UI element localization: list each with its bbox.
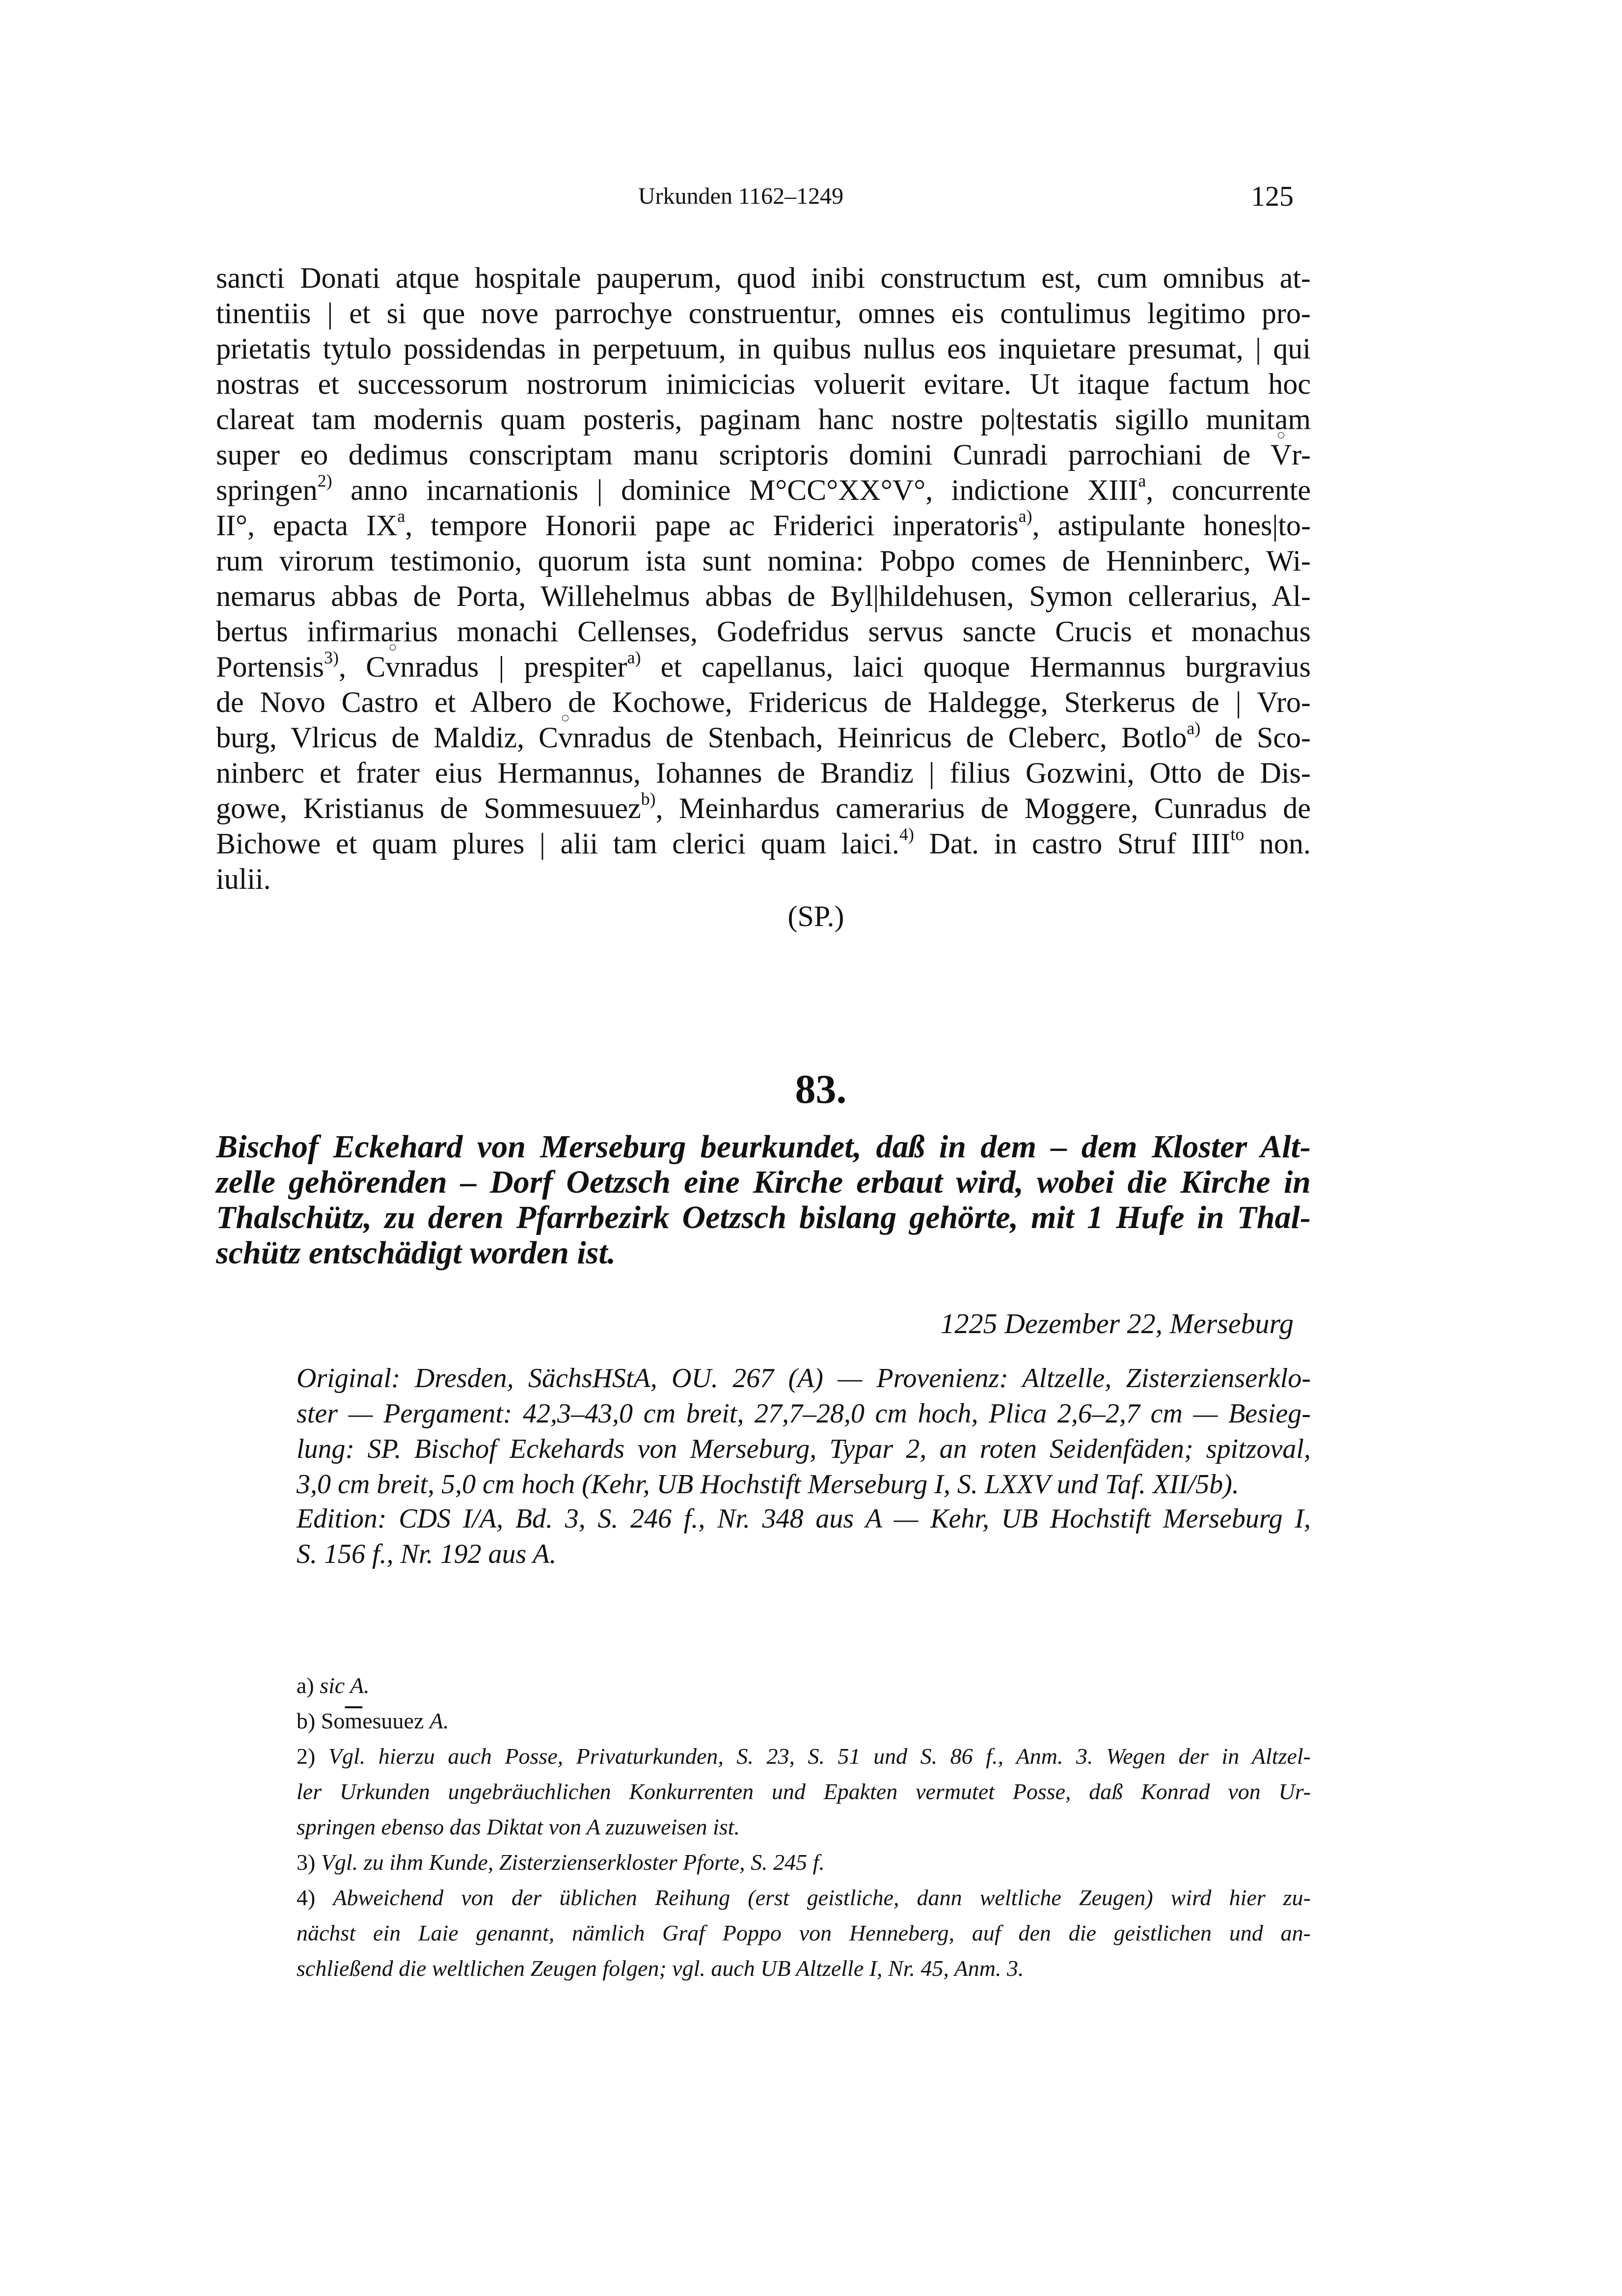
text-line [216, 791, 1311, 826]
running-head: Urkunden 1162–1249 [638, 183, 844, 209]
footnote-4 [297, 1884, 1311, 1919]
footnote-text: Abweichend von der üblichen Reihung (erst geistliche, dann weltliche Zeugen) wird hier zu- [333, 1885, 1311, 1910]
text-run: super eo dedimus conscriptam manu scriptoris domini Cunradi parrochiani de [216, 438, 1271, 471]
source-line: 3,0 cm breit, 5,0 cm hoch (Kehr, UB Hochstift Merseburg I, S. LXXV und Taf. XII/5b). [297, 1469, 1239, 1500]
text-run: , astipulante hones|to- [1032, 509, 1311, 542]
regest-line: Bischof Eckehard von Merseburg beurkundet, daß in dem – dem Kloster Alt- [216, 1129, 1311, 1165]
source-line: lung: SP. Bischof Eckehards von Merseburg, Typar 2, an roten Seidenfäden; spitzoval, [297, 1434, 1311, 1464]
charter-text [216, 260, 1311, 897]
footnote-ref: b) [641, 789, 656, 809]
source-line: S. 156 f., Nr. 192 aus A. [297, 1539, 557, 1569]
footnote-ref: a) [627, 648, 641, 667]
text-line: nostras et successorum nostrorum inimicicias voluerit evitare. Ut itaque factum hoc [216, 368, 1311, 400]
text-run: II°, epacta IX [216, 509, 398, 542]
footnote-text: Vgl. zu ihm Kunde, Zisterzienserkloster Pforte, S. 245 f. [321, 1850, 825, 1875]
text-line [216, 826, 1311, 861]
footnote-label: 4) [297, 1885, 316, 1910]
text-line [216, 720, 1311, 755]
footnote-text: $\overline{m}$ [345, 1708, 363, 1733]
footnote-2-cont: springen ebenso das Diktat von A zuzuweisen ist. [297, 1814, 740, 1839]
text-run: Bichowe et quam plures | alii tam clerici quam laici. [216, 827, 899, 860]
text-line: bertus infirmarius monachi Cellenses, Godefridus servus sancte Crucis et monachus [216, 615, 1311, 648]
text-line: rum virorum testimonio, quorum ista sunt nomina: Pobpo comes de Henninberc, Wi- [216, 545, 1311, 577]
footnote-ref: a) [1018, 506, 1032, 526]
regest-line: zelle gehörenden – Dorf Oetzsch eine Kirche erbaut wird, wobei die Kirche in [216, 1164, 1311, 1200]
regest-heading [216, 1128, 1311, 1270]
footnote-text: So [321, 1708, 345, 1733]
footnote-3 [297, 1848, 1311, 1884]
text-run: de Sco- [1200, 721, 1311, 754]
text-line [216, 472, 1311, 508]
edition-description [297, 1503, 1311, 1573]
text-run: gowe, Kristianus de Sommesuuez [216, 792, 641, 824]
footnote-text: esuuez [362, 1708, 424, 1733]
text-line [216, 649, 1311, 684]
text-run: nradus | prespiter [400, 651, 627, 683]
footnote-4-cont: schließend die weltlichen Zeugen folgen; vgl. auch UB Altzelle I, Nr. 45, Anm. 3. [297, 1956, 1024, 1981]
footnote-text: Vgl. hierzu auch Posse, Privaturkunden, S. 23, S. 51 und S. 86 f., Anm. 3. Wegen der in Altzel- [328, 1744, 1311, 1769]
text-run: Portensis [216, 651, 324, 683]
seal-note: (SP.) [787, 900, 844, 932]
footnote-ref: 2) [317, 471, 332, 491]
footnote-ref: a) [1187, 718, 1201, 738]
date-place: 1225 Dezember 22, Merseburg [940, 1308, 1294, 1339]
footnotes [297, 1671, 1311, 1990]
footnote-ref: 4) [899, 824, 914, 844]
text-line: prietatis tytulo possidendas in perpetuum, in quibus nullus eos inquietare presumat, | qui [216, 332, 1311, 365]
source-line: Edition: CDS I/A, Bd. 3, S. 246 f., Nr. 348 aus A — Kehr, UB Hochstift Merseburg I, [297, 1503, 1311, 1534]
text-run: , Meinhardus camerarius de Moggere, Cunradus de [655, 792, 1311, 824]
footnote-4-cont: nächst ein Laie genannt, nämlich Graf Poppo von Henneberg, auf den die geistlichen und an- [297, 1920, 1311, 1945]
text-run: V [1270, 438, 1292, 471]
text-line: clareat tam modernis quam posteris, paginam hanc nostre po|testatis sigillo munitam [216, 403, 1311, 436]
regest-line: schütz entschädigt worden ist. [216, 1235, 616, 1271]
text-line [216, 437, 1311, 472]
superscript: a [397, 506, 406, 526]
footnote-text: sic A. [320, 1673, 370, 1698]
text-run: burg, Vlricus de Maldiz, C [216, 721, 559, 754]
original-description [297, 1362, 1311, 1503]
footnote-ref: 3) [324, 648, 339, 667]
text-run: springen [216, 474, 318, 506]
text-run: Dat. in castro Struf IIII [914, 827, 1231, 860]
footnote-text: A. [429, 1708, 449, 1733]
text-run: nradus de Stenbach, Heinricus de Cleberc, Botlo [573, 721, 1187, 754]
text-run: anno incarnationis | dominice M°CC°XX°V°, indictione XIII [332, 474, 1138, 506]
regest-line: Thalschütz, zu deren Pfarrbezirk Oetzsch bislang gehörte, mit 1 Hufe in Thal- [216, 1200, 1311, 1235]
footnote-a [297, 1671, 1311, 1707]
text-run: et capellanus, laici quoque Hermannus burgravius [641, 651, 1311, 683]
footnote-2-cont: ler Urkunden ungebräuchlichen Konkurrenten und Epakten vermutet Posse, daß Konrad von Ur- [297, 1779, 1311, 1804]
footnote-label: b) [297, 1708, 316, 1733]
text-run: r- [1292, 438, 1311, 471]
footnote-2 [297, 1742, 1311, 1777]
text-run: non. [1244, 827, 1311, 860]
source-line: Original: Dresden, SächsHStA, OU. 267 (A) — Provenienz: Altzelle, Zisterzienserklo- [297, 1363, 1311, 1394]
text-line: tinentiis | et si que nove parrochye construentur, omnes eis contulimus legitimo pro- [216, 297, 1311, 329]
text-line: sancti Donati atque hospitale pauperum, quod inibi constructum est, cum omnibus at- [216, 262, 1311, 294]
text-line: ninberc et frater eius Hermannus, Iohannes de Brandiz | filius Gozwini, Otto de Dis- [216, 757, 1311, 789]
footnote-label: a) [297, 1673, 314, 1698]
source-line: ster — Pergament: 42,3–43,0 cm breit, 27,7–28,0 cm hoch, Plica 2,6–2,7 cm — Besieg- [297, 1398, 1311, 1429]
footnote-label: 2) [297, 1744, 316, 1769]
text-run: , C [339, 651, 386, 683]
text-run: , concurrente [1146, 474, 1311, 506]
text-line: iulii. [216, 863, 271, 895]
superscript: a [1138, 471, 1146, 491]
footnote-label: 3) [297, 1850, 316, 1875]
superscript: to [1230, 824, 1244, 844]
footnote-b [297, 1707, 1311, 1742]
text-line [216, 508, 1311, 543]
text-line: de Novo Castro et Albero de Kochowe, Fridericus de Haldegge, Sterkerus de | Vro- [216, 686, 1311, 718]
page-number: 125 [1251, 180, 1294, 212]
text-run: v [558, 721, 573, 754]
text-run: , tempore Honorii pape ac Friderici inperatoris [405, 509, 1019, 542]
text-run: v [385, 651, 401, 683]
text-line: nemarus abbas de Porta, Willehelmus abbas de Byl|hildehusen, Symon cellerarius, Al- [216, 580, 1311, 612]
document-number: 83. [795, 1066, 847, 1112]
